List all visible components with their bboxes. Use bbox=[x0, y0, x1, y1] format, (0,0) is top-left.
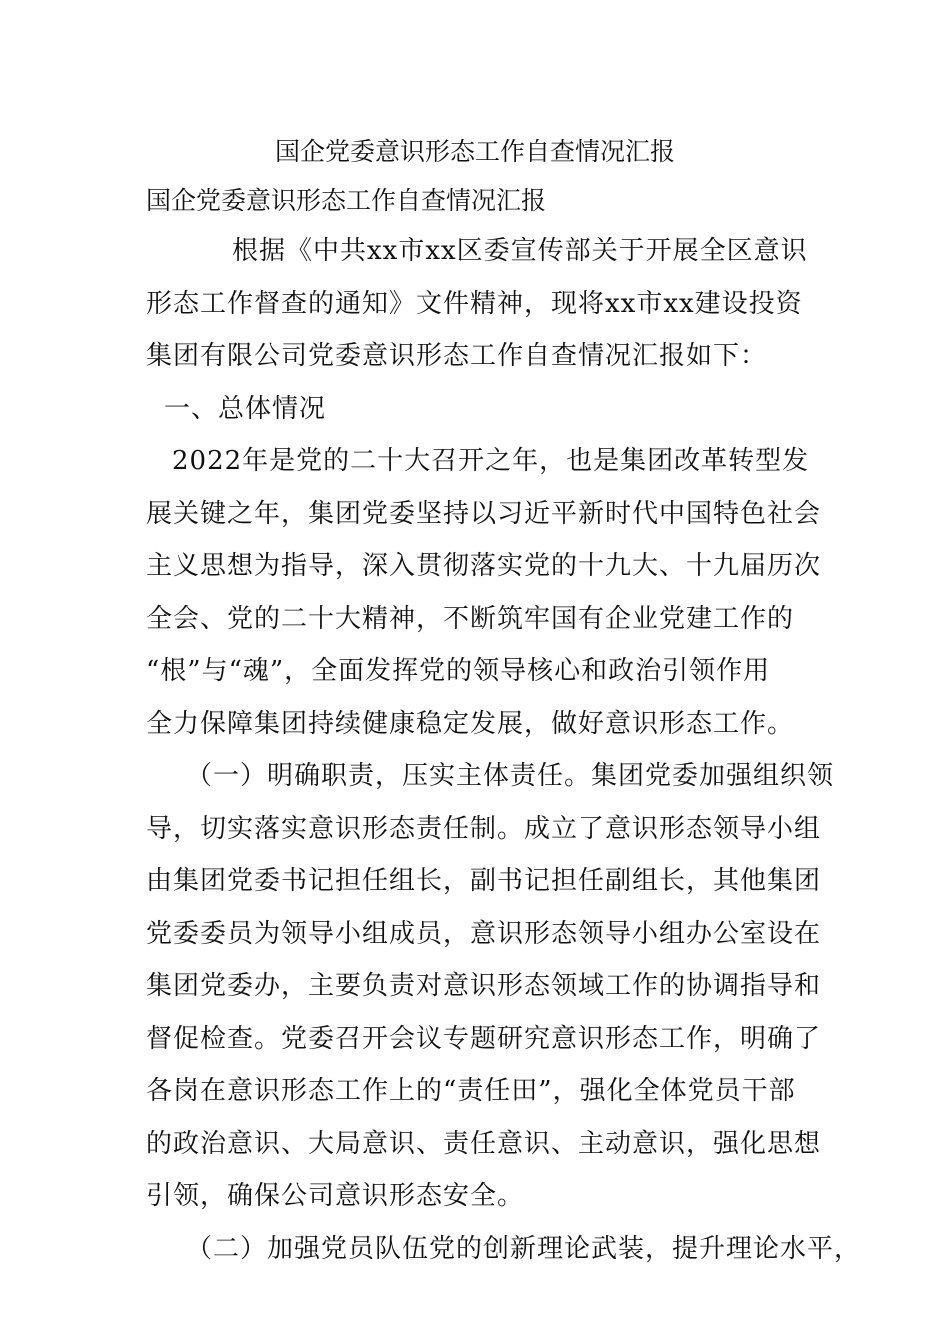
paragraph-line: 根据《中共xx市xx区委宣传部关于开展全区意识 bbox=[232, 236, 808, 266]
paragraph-line: 的政治意识、大局意识、责任意识、主动意识，强化思想 bbox=[146, 1128, 822, 1159]
paragraph-line: 形态工作督查的通知》文件精神，现将xx市xx建设投资 bbox=[146, 288, 803, 319]
paragraph-line: 党委委员为领导小组成员，意识形态领导小组办公室设在 bbox=[146, 918, 822, 949]
document-title: 国企党委意识形态工作自查情况汇报 bbox=[274, 137, 675, 166]
paragraph-line: （一）明确职责，压实主体责任。集团党委加强组织领 bbox=[186, 761, 835, 791]
paragraph-line: 全力保障集团持续健康稳定发展，做好意识形态工作。 bbox=[146, 708, 795, 739]
paragraph-line: 集团有限公司党委意识形态工作自查情况汇报如下： bbox=[146, 341, 768, 371]
document-body bbox=[146, 225, 862, 1275]
paragraph-line: 由集团党委书记担任组长，副书记担任副组长，其他集团 bbox=[146, 866, 822, 896]
section-heading: 一、总体情况 bbox=[164, 393, 327, 424]
paragraph-line: 集团党委办，主要负责对意识形态领域工作的协调指导和 bbox=[146, 971, 822, 1001]
paragraph-line: “根”与“魂”，全面发挥党的领导核心和政治引领作用 bbox=[146, 656, 771, 686]
paragraph-line: 展关键之年，集团党委坚持以习近平新时代中国特色社会 bbox=[146, 498, 822, 529]
paragraph-line: 主义思想为指导，深入贯彻落实党的十九大、十九届历次 bbox=[146, 551, 822, 581]
paragraph-line: 2022年是党的二十大召开之年，也是集团改革转型发 bbox=[172, 446, 810, 476]
paragraph-line: 各岗在意识形态工作上的“责任田”，强化全体党员干部 bbox=[146, 1076, 796, 1106]
paragraph-line: 督促检查。党委召开会议专题研究意识形态工作，明确了 bbox=[146, 1023, 822, 1054]
paragraph-line: 导，切实落实意识形态责任制。成立了意识形态领导小组 bbox=[146, 813, 822, 844]
paragraph-line: 全会、党的二十大精神，不断筑牢国有企业党建工作的 bbox=[146, 603, 795, 634]
document-subtitle: 国企党委意识形态工作自查情况汇报 bbox=[146, 186, 547, 215]
paragraph-line: （二）加强党员队伍党的创新理论武装，提升理论水平， bbox=[186, 1233, 862, 1264]
paragraph-line: 引领，确保公司意识形态安全。 bbox=[146, 1181, 525, 1211]
